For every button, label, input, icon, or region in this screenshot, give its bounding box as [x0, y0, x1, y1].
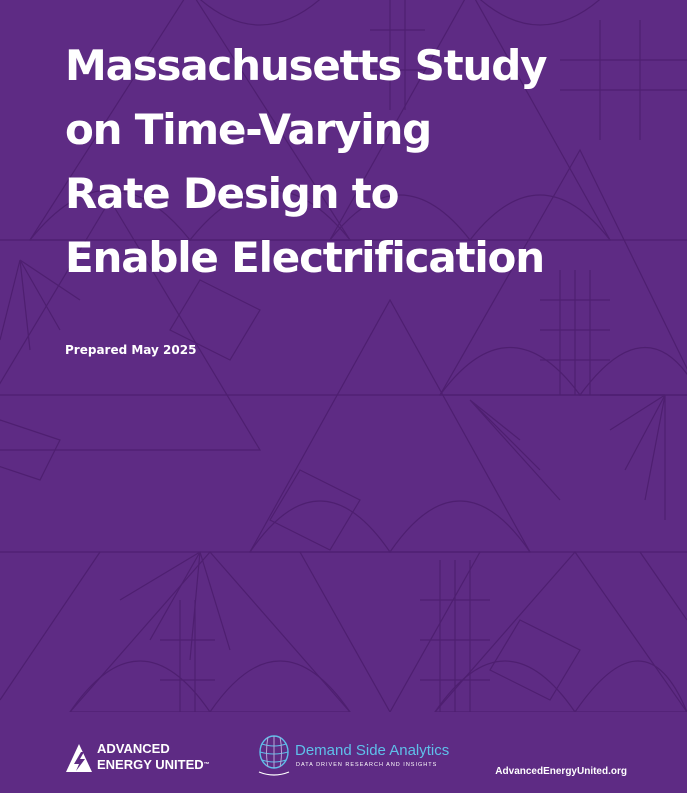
- dsa-logo-name: Demand Side Analytics: [295, 742, 450, 759]
- aeu-triangle-logo-icon: [65, 743, 93, 773]
- title-line: on Time-Varying: [65, 105, 432, 154]
- logo-footer: [0, 712, 687, 793]
- aeu-logo-line1: ADVANCED: [97, 741, 170, 756]
- title-line: Rate Design to: [65, 169, 399, 218]
- dsa-logo-tagline: DATA DRIVEN RESEARCH AND INSIGHTS: [296, 762, 438, 768]
- website-url[interactable]: AdvancedEnergyUnited.org: [495, 766, 627, 777]
- prepared-date: Prepared May 2025: [65, 343, 197, 357]
- title-line: Enable Electrification: [65, 233, 544, 282]
- trademark-symbol: ™: [203, 762, 210, 768]
- report-title: [65, 34, 625, 290]
- dsa-globe-logo-icon: [255, 734, 293, 776]
- title-line: Massachusetts Study: [65, 41, 547, 90]
- aeu-logo-line2: ENERGY UNITED: [97, 757, 204, 772]
